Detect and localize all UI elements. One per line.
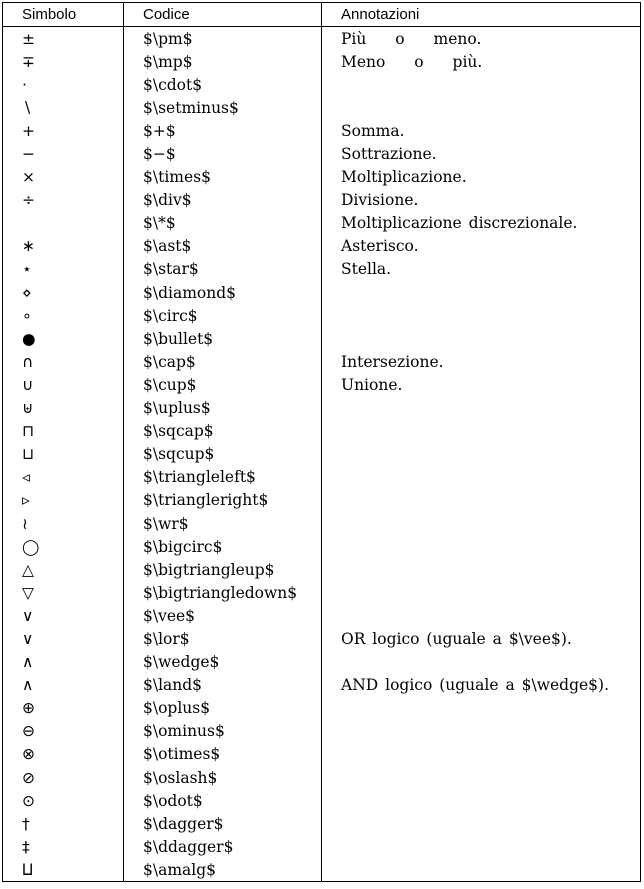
symbol-cell: ∨ [3,627,124,650]
symbol-cell: · [3,73,124,96]
code-cell: $\div$ [124,189,322,212]
notes-cell [322,443,641,466]
table-row [3,627,641,650]
table-row [3,858,641,882]
table-row [3,327,641,350]
code-cell: $\circ$ [124,304,322,327]
code-cell: $+$ [124,119,322,142]
table-row [3,535,641,558]
notes-cell [322,812,641,835]
symbol-cell: ⊗ [3,743,124,766]
notes-cell [322,489,641,512]
code-cell: $\lor$ [124,627,322,650]
notes-cell: Intersezione. [322,350,641,373]
header-notes: Annotazioni [322,3,641,27]
notes-cell [322,835,641,858]
notes-cell [322,512,641,535]
notes-cell [322,651,641,674]
symbol-cell: ÷ [3,189,124,212]
table-row [3,420,641,443]
symbol-cell: ∘ [3,304,124,327]
table-row [3,651,641,674]
symbol-cell: ∓ [3,50,124,73]
table-row [3,281,641,304]
notes-cell [322,281,641,304]
table-row [3,189,641,212]
notes-cell: Asterisco. [322,235,641,258]
notes-cell: Stella. [322,258,641,281]
symbol-cell: ⋄ [3,281,124,304]
code-cell: $\wedge$ [124,651,322,674]
symbol-cell: ⊓ [3,420,124,443]
notes-cell [322,858,641,882]
table-row [3,466,641,489]
code-cell: $\setminus$ [124,96,322,119]
notes-cell [322,558,641,581]
code-cell: $\cup$ [124,373,322,396]
code-cell: $\star$ [124,258,322,281]
notes-cell [322,327,641,350]
symbol-cell: ⊔ [3,443,124,466]
table-header-row [3,3,641,27]
table-row [3,350,641,373]
symbol-cell: ◯ [3,535,124,558]
code-cell: $\cdot$ [124,73,322,96]
table-row [3,512,641,535]
table-row [3,73,641,96]
notes-cell: OR logico (uguale a $\vee$). [322,627,641,650]
symbol-cell: ± [3,27,124,51]
table-row [3,489,641,512]
symbol-table [2,2,641,882]
symbol-cell: † [3,812,124,835]
code-cell: $\triangleright$ [124,489,322,512]
symbol-cell: △ [3,558,124,581]
notes-cell [322,397,641,420]
code-cell: $\times$ [124,166,322,189]
symbol-cell: ∧ [3,674,124,697]
code-cell: $\cap$ [124,350,322,373]
code-cell: $\otimes$ [124,743,322,766]
code-cell: $\mp$ [124,50,322,73]
table-row [3,212,641,235]
notes-cell [322,766,641,789]
table-row [3,373,641,396]
table-row [3,96,641,119]
code-cell: $\uplus$ [124,397,322,420]
symbol-cell: + [3,119,124,142]
notes-cell: AND logico (uguale a $\wedge$). [322,674,641,697]
notes-cell [322,304,641,327]
symbol-cell: ▹ [3,489,124,512]
table-row [3,558,641,581]
symbol-cell: ∩ [3,350,124,373]
code-cell: $\oplus$ [124,697,322,720]
table-row [3,304,641,327]
notes-cell: Moltiplicazione. [322,166,641,189]
notes-cell: Divisione. [322,189,641,212]
table-row [3,119,641,142]
symbol-cell: ⊖ [3,720,124,743]
notes-cell: Unione. [322,373,641,396]
table-row [3,581,641,604]
symbol-cell: ◃ [3,466,124,489]
symbol-cell: ∗ [3,235,124,258]
code-cell: $\wr$ [124,512,322,535]
table-row [3,766,641,789]
code-cell: $\oslash$ [124,766,322,789]
code-cell: $\diamond$ [124,281,322,304]
symbol-cell: ‡ [3,835,124,858]
table-row [3,235,641,258]
symbol-cell: ∧ [3,651,124,674]
table-row [3,789,641,812]
symbol-cell: ⊎ [3,397,124,420]
symbol-cell: ⊙ [3,789,124,812]
notes-cell [322,96,641,119]
table-row [3,258,641,281]
header-symbol: Simbolo [3,3,124,27]
header-code: Codice [124,3,322,27]
symbol-cell: ∪ [3,373,124,396]
table-row [3,604,641,627]
notes-cell [322,720,641,743]
symbol-cell: ⊘ [3,766,124,789]
code-cell: $\bigcirc$ [124,535,322,558]
symbol-cell: ● [3,327,124,350]
table-row [3,142,641,165]
notes-cell: Sottrazione. [322,142,641,165]
code-cell: $\bigtriangleup$ [124,558,322,581]
notes-cell [322,604,641,627]
table-row [3,835,641,858]
notes-cell [322,420,641,443]
code-cell: $\triangleleft$ [124,466,322,489]
code-cell: $−$ [124,142,322,165]
code-cell: $\*$ [124,212,322,235]
notes-cell: Meno o più. [322,50,641,73]
code-cell: $\bullet$ [124,327,322,350]
symbol-cell: ⊕ [3,697,124,720]
code-cell: $\sqcup$ [124,443,322,466]
table-row [3,674,641,697]
notes-cell [322,535,641,558]
symbol-cell [3,212,124,235]
code-cell: $\vee$ [124,604,322,627]
code-cell: $\ddagger$ [124,835,322,858]
code-cell: $\land$ [124,674,322,697]
table-body [3,27,641,882]
code-cell: $\odot$ [124,789,322,812]
notes-cell [322,743,641,766]
notes-cell: Moltiplicazione discrezionale. [322,212,641,235]
code-cell: $\dagger$ [124,812,322,835]
symbol-cell: ≀ [3,512,124,535]
code-cell: $\sqcap$ [124,420,322,443]
notes-cell: Somma. [322,119,641,142]
notes-cell [322,789,641,812]
table-row [3,27,641,51]
code-cell: $\pm$ [124,27,322,51]
table-row [3,743,641,766]
notes-cell [322,73,641,96]
table-row [3,397,641,420]
table-row [3,50,641,73]
code-cell: $\ominus$ [124,720,322,743]
code-cell: $\bigtriangledown$ [124,581,322,604]
symbol-cell: − [3,142,124,165]
notes-cell [322,697,641,720]
notes-cell: Più o meno. [322,27,641,51]
code-cell: $\amalg$ [124,858,322,882]
table-row [3,697,641,720]
table-row [3,166,641,189]
notes-cell [322,581,641,604]
symbol-cell: ∖ [3,96,124,119]
symbol-cell: ∨ [3,604,124,627]
code-cell: $\ast$ [124,235,322,258]
table-row [3,720,641,743]
table-row [3,812,641,835]
symbol-cell: × [3,166,124,189]
symbol-cell: ▽ [3,581,124,604]
table-row [3,443,641,466]
symbol-cell: ⋆ [3,258,124,281]
symbol-cell: ⨿ [3,858,124,882]
notes-cell [322,466,641,489]
